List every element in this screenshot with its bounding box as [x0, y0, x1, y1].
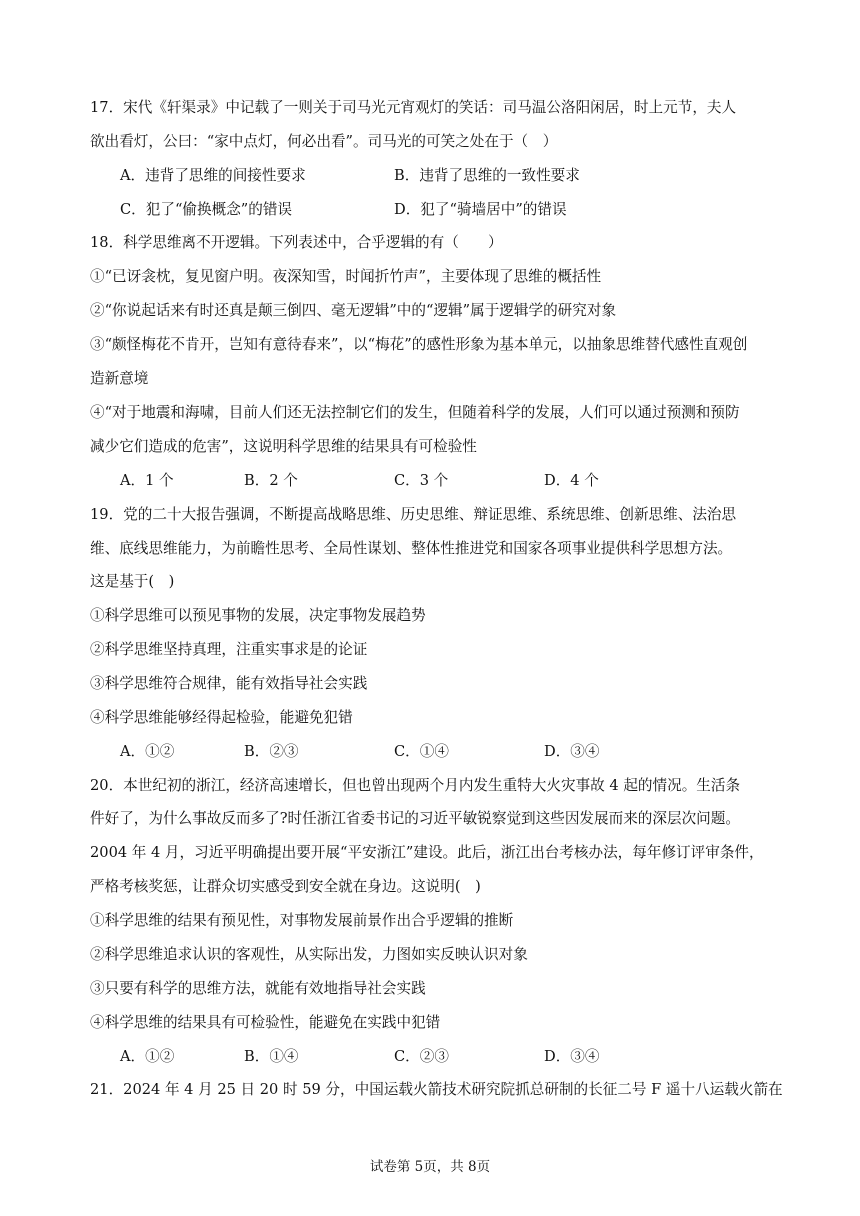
q19-item-2: ②科学思维坚持真理，注重实事求是的论证: [90, 641, 368, 658]
q17-option-c: C．犯了“偷换概念”的错误: [120, 201, 293, 218]
q17-option-a: A．违背了思维的间接性要求: [120, 167, 306, 184]
page-footer: 试卷第 5页，共 8页: [369, 1159, 491, 1175]
q21-stem-line-1: 21．2024 年 4 月 25 日 20 时 59 分，中国运载火箭技术研究院抓总研制的长征二号 F 遥十八运载火箭在: [90, 1081, 783, 1098]
q20-item-4: ④科学思维的结果具有可检验性，能避免在实践中犯错: [90, 1014, 441, 1031]
q18-stem: 18．科学思维离不开逻辑。下列表述中，合乎逻辑的有（ ）: [90, 234, 503, 251]
q19-stem-line-3: 这是基于( ): [90, 573, 175, 590]
q18-option-d: D．4 个: [544, 472, 599, 489]
q18-item-4-cont: 减少它们造成的危害”，这说明科学思维的结果具有可检验性: [90, 438, 477, 455]
q19-option-d: D．③④: [544, 743, 600, 760]
q20-option-d: D．③④: [544, 1048, 600, 1065]
q18-option-a: A．1 个: [120, 472, 174, 489]
q20-item-1: ①科学思维的结果有预见性，对事物发展前景作出合乎逻辑的推断: [90, 912, 514, 929]
q19-stem-line-1: 19．党的二十大报告强调，不断提高战略思维、历史思维、辩证思维、系统思维、创新思维、法治思: [90, 506, 737, 523]
q19-option-a: A．①②: [120, 743, 175, 760]
q20-stem-line-4: 严格考核奖惩，让群众切实感受到安全就在身边。这说明( ): [90, 878, 481, 895]
q17-stem-line-2: 欲出看灯，公曰：“家中点灯，何必出看”。司马光的可笑之处在于（ ）: [90, 133, 558, 150]
q18-item-3-cont: 造新意境: [90, 370, 149, 387]
q18-item-1: ①“已讶衾枕，复见窗户明。夜深知雪，时闻折竹声”，主要体现了思维的概括性: [90, 268, 602, 285]
q18-option-c: C．3 个: [394, 472, 449, 489]
q17-option-b: B．违背了思维的一致性要求: [394, 167, 580, 184]
q20-option-a: A．①②: [120, 1048, 175, 1065]
q18-item-2: ②“你说起话来有时还真是颠三倒四、毫无逻辑”中的“逻辑”属于逻辑学的研究对象: [90, 302, 617, 319]
q20-item-3: ③只要有科学的思维方法，就能有效地指导社会实践: [90, 980, 426, 997]
q19-stem-line-2: 维、底线思维能力，为前瞻性思考、全局性谋划、整体性推进党和国家各项事业提供科学思想方法。: [90, 540, 733, 557]
q19-item-3: ③科学思维符合规律，能有效指导社会实践: [90, 675, 368, 692]
q20-option-c: C．②③: [394, 1048, 449, 1065]
q20-stem-line-2: 件好了，为什么事故反而多了?时任浙江省委书记的习近平敏锐察觉到这些因发展而来的深层次问题。: [90, 810, 740, 827]
q18-item-4: ④“对于地震和海啸，目前人们还无法控制它们的发生，但随着科学的发展，人们可以通过预测和预防: [90, 404, 740, 421]
q18-item-3: ③“颇怪梅花不肯开，岂知有意待春来”，以“梅花”的感性形象为基本单元，以抽象思维替代感性直观创: [90, 336, 748, 353]
q19-item-4: ④科学思维能够经得起检验，能避免犯错: [90, 709, 353, 726]
q18-option-b: B．2 个: [244, 472, 298, 489]
q19-option-b: B．②③: [244, 743, 299, 760]
q19-option-c: C．①④: [394, 743, 449, 760]
q17-stem-line-1: 17．宋代《轩渠录》中记载了一则关于司马光元宵观灯的笑话：司马温公洛阳闲居，时上元节，夫人: [90, 99, 737, 116]
q17-option-d: D．犯了“骑墙居中”的错误: [394, 201, 567, 218]
q19-item-1: ①科学思维可以预见事物的发展，决定事物发展趋势: [90, 607, 426, 624]
q20-stem-line-3: 2004 年 4 月，习近平明确提出要开展“平安浙江”建设。此后，浙江出台考核办法，每年修订评审条件，: [90, 844, 764, 861]
q20-stem-line-1: 20．本世纪初的浙江，经济高速增长，但也曾出现两个月内发生重特大火灾事故 4 起的情况。生活条: [90, 777, 741, 794]
q20-option-b: B．①④: [244, 1048, 299, 1065]
q20-item-2: ②科学思维追求认识的客观性，从实际出发，力图如实反映认识对象: [90, 946, 528, 963]
